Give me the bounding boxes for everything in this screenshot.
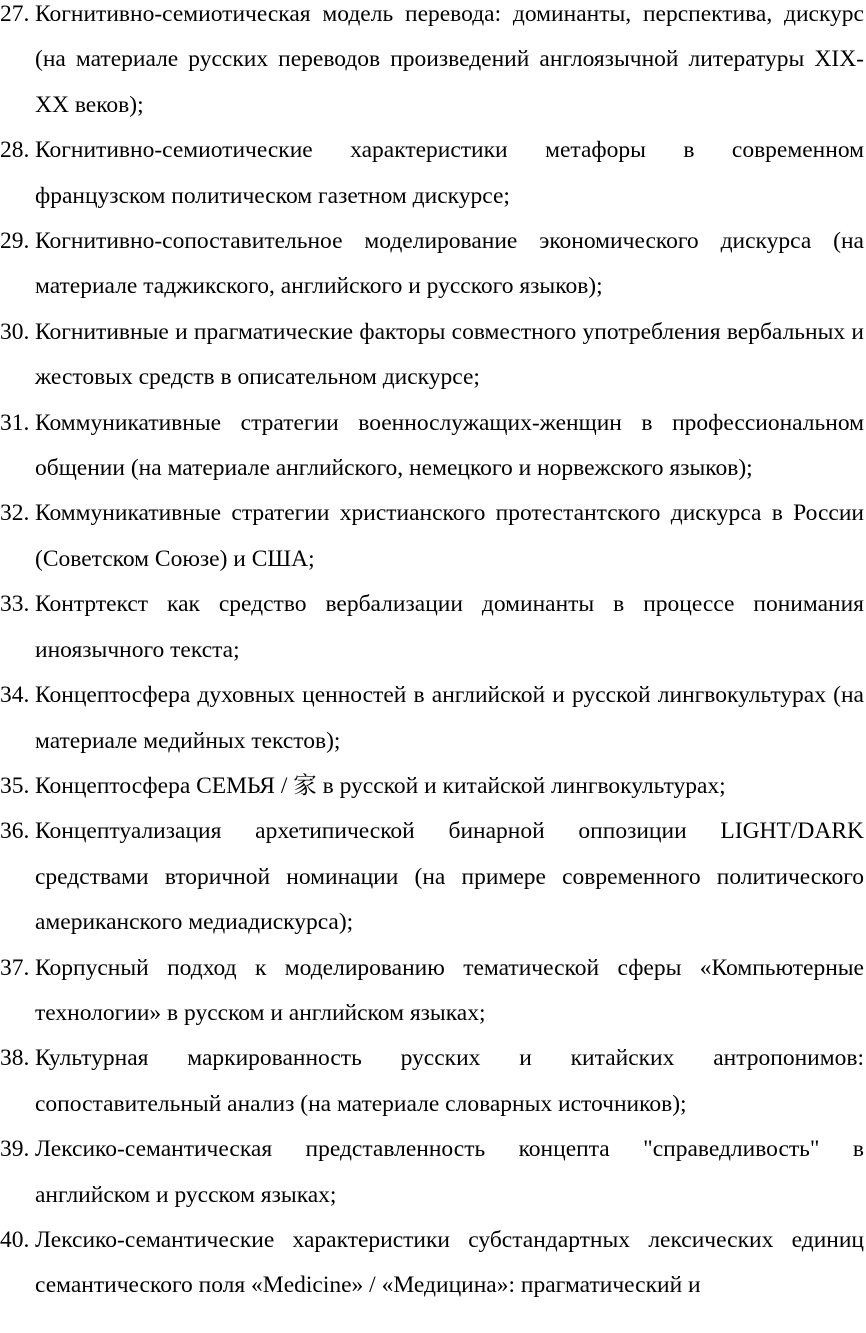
item-text: Контртекст как средство вербализации доминанты в процессе понимания иноязычного текста; bbox=[35, 591, 864, 663]
item-number: 39. bbox=[0, 1136, 30, 1163]
item-number: 30. bbox=[0, 318, 30, 345]
item-number: 32. bbox=[0, 500, 30, 527]
list-item-27 bbox=[0, 0, 864, 128]
list-item-35 bbox=[0, 764, 864, 809]
item-number: 33. bbox=[0, 591, 30, 618]
item-text: Культурная маркированность русских и китайских антропонимов: сопоставительный анализ (на материале словарных источников); bbox=[35, 1045, 864, 1117]
item-number: 28. bbox=[0, 137, 30, 164]
item-number: 38. bbox=[0, 1045, 30, 1072]
item-text: Коммуникативные стратегии военнослужащих-женщин в профессиональном общении (на материале английского, немецкого и норвежского языков); bbox=[35, 409, 864, 482]
item-number: 40. bbox=[0, 1226, 30, 1253]
list-item-30 bbox=[0, 310, 864, 401]
item-text: Лексико-семантические характеристики субстандартных лексических единиц семантического поля «Medicine» / «Медицина»: прагматический и bbox=[35, 1226, 864, 1299]
item-text: Коммуникативные стратегии христианского протестантского дискурса в России (Советском Союзе) и США; bbox=[35, 500, 864, 572]
item-text: Корпусный подход к моделированию тематической сферы «Компьютерные технологии» в русском и английском языках; bbox=[35, 954, 864, 1026]
item-text: Когнитивно-семиотическая модель перевода: доминанты, перспектива, дискурс (на материале русских переводов произведений англоязычной литературы XIX-XX веков); bbox=[35, 1, 864, 118]
item-number: 37. bbox=[0, 954, 30, 981]
item-text: Концептосфера СЕМЬЯ / 家 в русской и китайской лингвокультурах; bbox=[35, 772, 726, 799]
item-number: 36. bbox=[0, 818, 30, 845]
list-item-29 bbox=[0, 219, 864, 310]
list-item-36 bbox=[0, 809, 864, 945]
list-item-34 bbox=[0, 673, 864, 764]
item-text: Когнитивно-семиотические характеристики метафоры в современном французском политическом газетном дискурсе; bbox=[35, 137, 864, 209]
list-item-37 bbox=[0, 946, 864, 1037]
list-item-40 bbox=[0, 1218, 864, 1309]
list-item-33 bbox=[0, 582, 864, 673]
item-number: 29. bbox=[0, 228, 30, 255]
list-item-31 bbox=[0, 401, 864, 492]
list-item-39 bbox=[0, 1127, 864, 1218]
item-number: 27. bbox=[0, 1, 30, 27]
list-item-28 bbox=[0, 128, 864, 219]
item-text: Когнитивно-сопоставительное моделирование экономического дискурса (на материале таджикского, английского и русского языков); bbox=[35, 228, 864, 300]
item-text: Когнитивные и прагматические факторы совместного употребления вербальных и жестовых средств в описательном дискурсе; bbox=[35, 318, 864, 391]
item-text: Лексико-семантическая представленность концепта "справедливость" в английском и русском языках; bbox=[35, 1136, 864, 1208]
item-number: 34. bbox=[0, 682, 30, 709]
item-number: 31. bbox=[0, 409, 30, 436]
item-number: 35. bbox=[0, 772, 30, 799]
item-text: Концептосфера духовных ценностей в английской и русской лингвокультурах (на материале медийных текстов); bbox=[35, 682, 864, 754]
item-text: Концептуализация архетипической бинарной оппозиции LIGHT/DARK средствами вторичной номинации (на примере современного политического американского медиадискурса); bbox=[35, 818, 864, 936]
list-item-32 bbox=[0, 491, 864, 582]
list-item-38 bbox=[0, 1036, 864, 1127]
